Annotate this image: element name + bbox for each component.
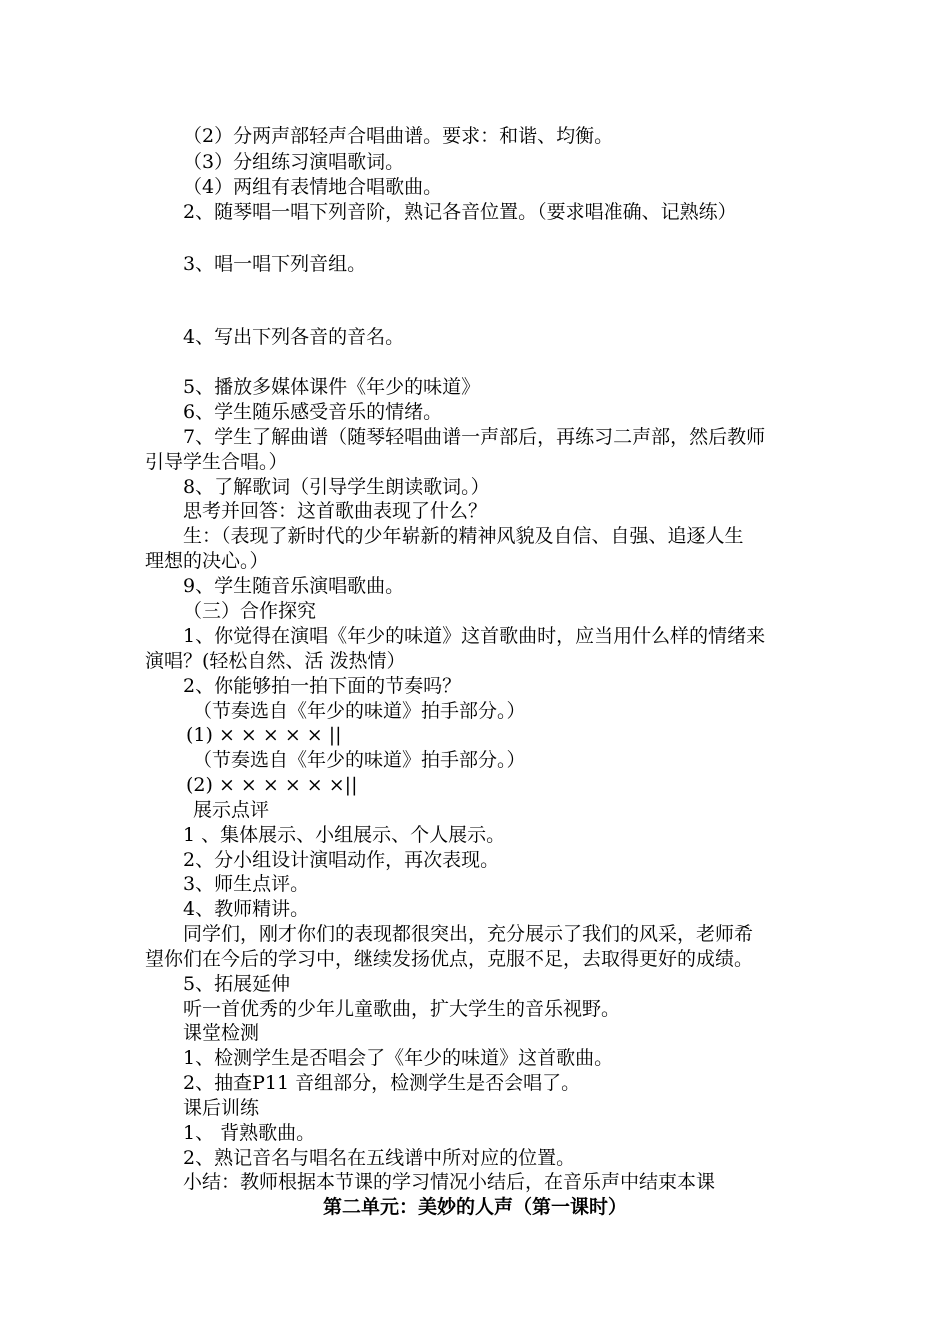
text-line: 1、你觉得在演唱《年少的味道》这首歌曲时，应当用什么样的情绪来 (183, 625, 766, 647)
subheading: （三）合作探究 (183, 600, 317, 622)
text-line: 2、分小组设计演唱动作，再次表现。 (183, 849, 500, 871)
text-line: （2）分两声部轻声合唱曲谱。要求：和谐、均衡。 (183, 125, 614, 147)
rhythm-line: (1) × × × × × || (186, 724, 342, 746)
subheading: 课堂检测 (183, 1022, 260, 1044)
text-line: 4、教师精讲。 (183, 898, 310, 920)
text-line: 2、随琴唱一唱下列音阶，熟记各音位置。（要求唱准确、记熟练） (183, 201, 737, 223)
text-line: 8、了解歌词（引导学生朗读歌词。） (183, 476, 490, 498)
text-line: 1 、集体展示、小组展示、个人展示。 (183, 824, 506, 846)
text-line: 望你们在今后的学习中，继续发扬优点，克服不足，去取得更好的成绩。 (145, 948, 754, 970)
text-line: 同学们，刚才你们的表现都很突出，充分展示了我们的风采，老师希 (183, 923, 754, 945)
text-line: 思考并回答：这首歌曲表现了什么？ (183, 500, 488, 522)
text-line: 7、学生了解曲谱（随琴轻唱曲谱一声部后，再练习二声部，然后教师 (183, 426, 766, 448)
text-line: 3、唱一唱下列音组。 (183, 253, 367, 275)
rhythm-line: (2) × × × × × ×|| (186, 774, 358, 796)
text-line: 2、熟记音名与唱名在五线谱中所对应的位置。 (183, 1147, 576, 1169)
text-line: 4、写出下列各音的音名。 (183, 326, 405, 348)
text-line: 1、 背熟歌曲。 (183, 1122, 316, 1144)
text-line: 小结：教师根据本节课的学习情况小结后，在音乐声中结束本课 (183, 1171, 716, 1193)
text-line: （3）分组练习演唱歌词。 (183, 151, 405, 173)
text-line: 演唱？(轻松自然、活 泼热情） (145, 650, 406, 672)
text-line: 听一首优秀的少年儿童歌曲，扩大学生的音乐视野。 (183, 998, 621, 1020)
text-line: （4）两组有表情地合唱歌曲。 (183, 176, 443, 198)
subheading: 课后训练 (183, 1097, 260, 1119)
text-line: 理想的决心。） (145, 550, 269, 572)
text-line: 3、师生点评。 (183, 873, 310, 895)
text-line: 生：（表现了新时代的少年崭新的精神风貌及自信、自强、追逐人生 (183, 525, 744, 547)
section-title: 第二单元：美妙的人声（第一课时） (322, 1196, 627, 1218)
subheading: 展示点评 (193, 799, 270, 821)
text-line: 引导学生合唱。） (145, 451, 288, 473)
text-line: 5、拓展延伸 (183, 973, 291, 995)
text-line: 2、抽查P11 音组部分，检测学生是否会唱了。 (183, 1072, 581, 1094)
text-line: 5、播放多媒体课件《年少的味道》 (183, 376, 481, 398)
text-line: （节奏选自《年少的味道》拍手部分。） (193, 749, 526, 771)
text-line: 2、你能够拍一拍下面的节奏吗？ (183, 675, 462, 697)
text-line: 1、检测学生是否唱会了《年少的味道》这首歌曲。 (183, 1047, 614, 1069)
text-line: 6、学生随乐感受音乐的情绪。 (183, 401, 443, 423)
text-line: （节奏选自《年少的味道》拍手部分。） (193, 700, 526, 722)
text-line: 9、学生随音乐演唱歌曲。 (183, 575, 405, 597)
